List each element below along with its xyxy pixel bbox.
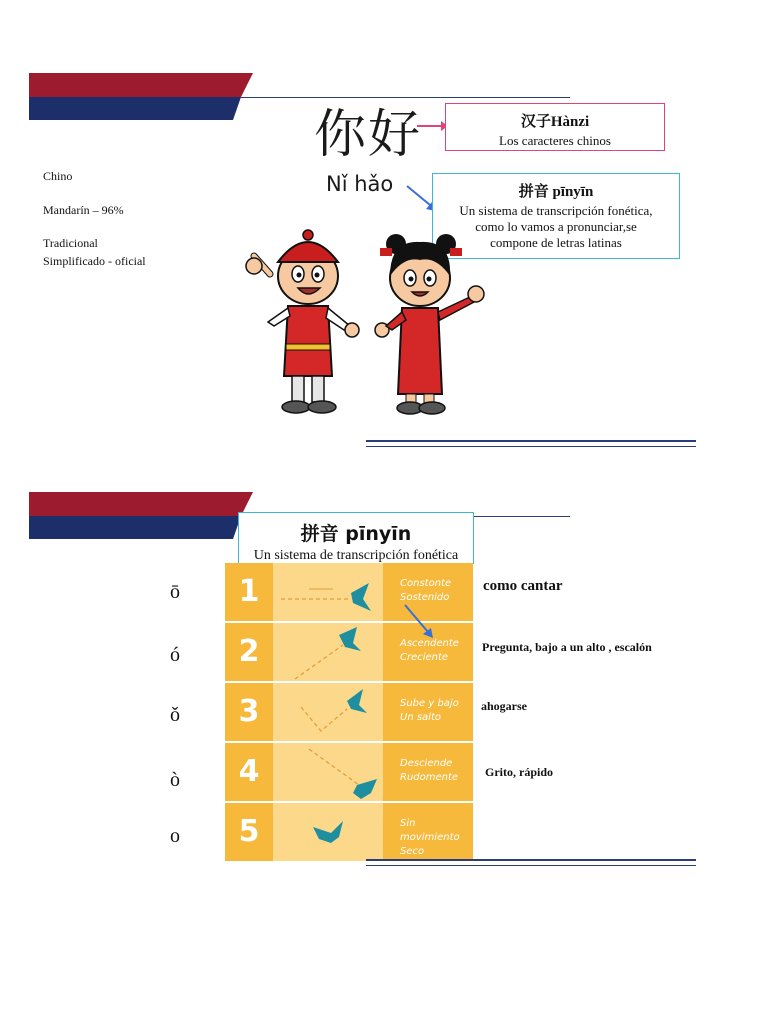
tone-desc-line: Rudomente (400, 772, 459, 783)
hanzi-box-subtitle: Los caracteres chinos (499, 133, 611, 148)
pinyin-box-title: 拼音 pīnyīn (518, 184, 594, 200)
tone-illustration (273, 563, 383, 621)
slide2-pinyin-title: 拼音 pīnyīn (300, 523, 412, 545)
tone-description (383, 743, 473, 801)
tone-note-3: ahogarse (481, 699, 527, 713)
tone-note-2: Pregunta, bajo a un alto , escalón (482, 640, 652, 654)
tone-desc-line: Desciende (400, 758, 453, 769)
boy-figure (246, 230, 359, 413)
tone-number: 1 (225, 563, 273, 621)
tone-description (383, 803, 473, 861)
simplified-label: Simplificado - oficial (43, 254, 146, 268)
arrow-to-hanzi-icon (415, 118, 449, 134)
tone-desc-line: Constonte (400, 578, 452, 589)
traditional-label: Tradicional (43, 236, 98, 250)
cartoon-children-illustration (240, 226, 490, 418)
tone-desc-line: Sostenido (400, 592, 450, 603)
tone-desc-line: Creciente (400, 652, 449, 663)
tone-desc-line: Ascendente (400, 638, 459, 649)
tone-illustration (273, 743, 383, 801)
slide1-footer-rule (366, 440, 696, 447)
pinyin-box-line: como lo vamos a pronunciar,se (475, 219, 637, 234)
tone-vowel-2: ó (170, 644, 180, 666)
mandarin-percent: Mandarín – 96% (43, 203, 124, 217)
tone-illustration (273, 623, 383, 681)
slide2-pinyin-subtitle: Un sistema de transcripción fonética (253, 548, 459, 563)
tone-number: 3 (225, 683, 273, 741)
tone-number: 5 (225, 803, 273, 861)
tone-desc-line: Seco (400, 846, 425, 857)
tone-row-5 (225, 803, 473, 861)
tone-note-1: como cantar (483, 578, 563, 594)
pinyin-word: Nǐ hǎo (326, 172, 394, 196)
slide2-footer-rule (366, 859, 696, 866)
tone-vowel-4: ò (170, 769, 180, 791)
tone-desc-line: Un salto (400, 712, 441, 723)
tone-vowel-3: ǒ (170, 704, 180, 726)
tone-illustration (273, 683, 383, 741)
hanzi-box-title: 汉子Hànzi (520, 114, 590, 130)
tone-vowel-1: ō (170, 581, 180, 603)
hanzi-characters: 你好 (314, 105, 423, 165)
language-label: Chino (43, 169, 73, 183)
tone-vowel-5: o (170, 825, 180, 847)
tone-description (383, 683, 473, 741)
slide2-pinyin-box (238, 512, 474, 564)
tone-note-4: Grito, rápido (485, 765, 553, 779)
pinyin-box-line: Un sistema de transcripción fonética, (459, 203, 653, 218)
girl-figure (375, 234, 484, 414)
slide2-banner (29, 492, 253, 539)
slide1-banner (29, 73, 253, 120)
tone-desc-line: Sube y bajo (400, 698, 459, 709)
tone-row-3 (225, 683, 473, 741)
tone-number: 4 (225, 743, 273, 801)
tone-illustration (273, 803, 383, 861)
tone-row-4 (225, 743, 473, 801)
hanzi-box (445, 103, 665, 151)
arrow-to-tone-2-icon (402, 602, 436, 640)
tone-desc-line: Sin movimiento (400, 818, 460, 843)
pinyin-box-line: compone de letras latinas (490, 235, 622, 250)
tone-number: 2 (225, 623, 273, 681)
